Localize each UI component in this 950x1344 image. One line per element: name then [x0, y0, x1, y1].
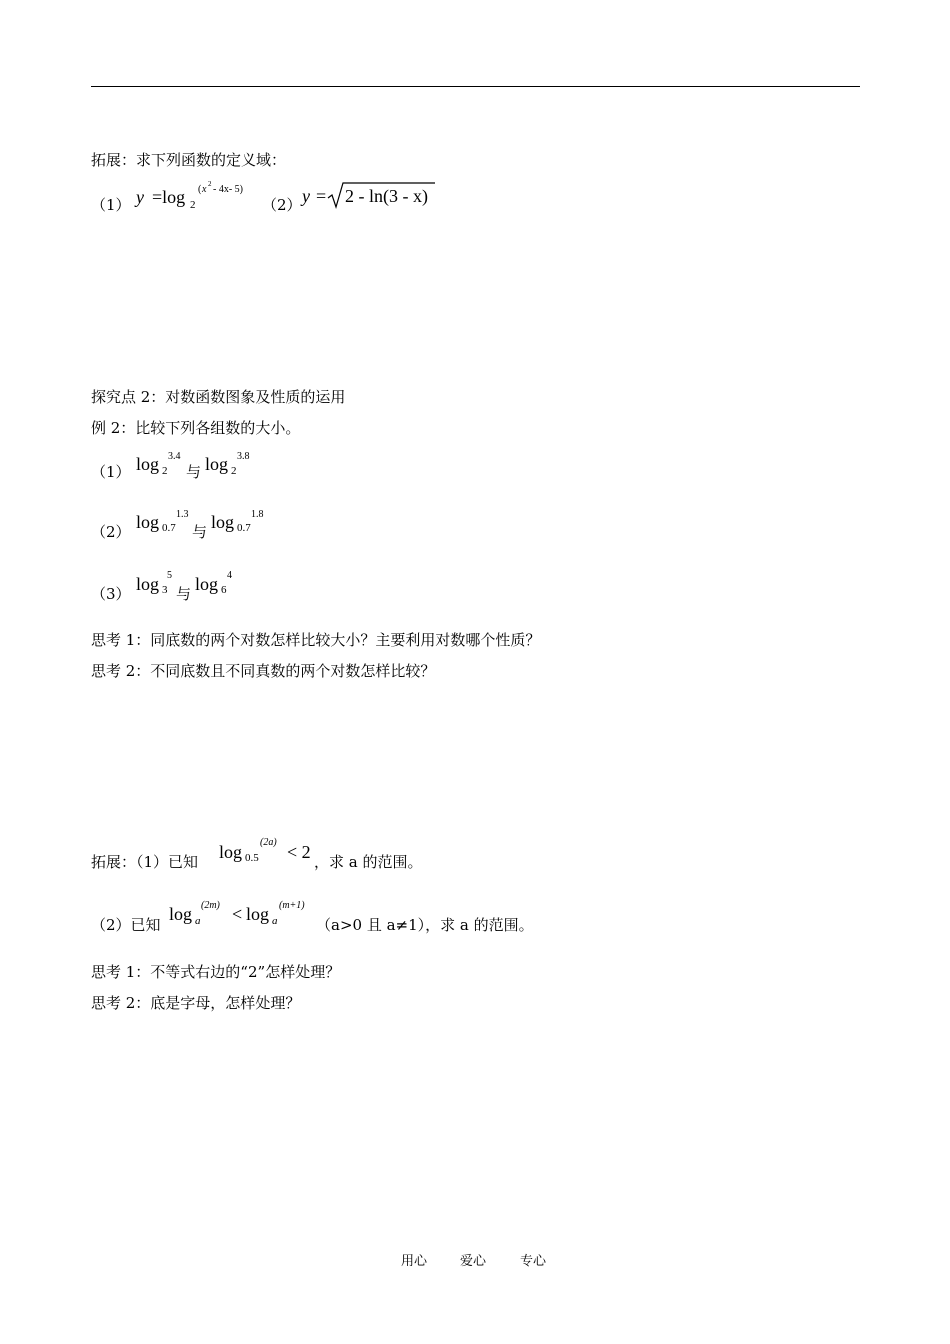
ex2-item3-base2: 6 [221, 584, 227, 596]
ext1-p1-arg-rest: - 4x- 5) [213, 184, 243, 195]
ext1-problem2-label: （2） [262, 196, 302, 214]
example2-statement: 例 2：比较下列各组数的大小。 [91, 419, 301, 437]
ex2-item2-arg2: 1.8 [251, 509, 264, 520]
ext2-q2-arg2: (m+1) [279, 900, 305, 911]
ex2-item2-base2: 0.7 [237, 522, 251, 534]
ext2-q2-lt: < [232, 904, 243, 924]
header-rule [91, 86, 860, 87]
ex2-item3-arg2: 4 [227, 570, 232, 581]
ext2-q1-log: log [219, 842, 243, 862]
footer-text-2: 爱心 [460, 1254, 487, 1269]
ex2-item1-base1: 2 [162, 465, 168, 477]
explore2-think1: 思考 1：同底数的两个对数怎样比较大小？主要利用对数哪个性质？ [91, 631, 541, 649]
ext2-q1-base: 0.5 [245, 852, 259, 864]
explore2-heading: 探究点 2：对数函数图象及性质的运用 [91, 388, 346, 406]
footer-text-1: 用心 [401, 1254, 428, 1269]
ext2-q1-ineq: < 2 [287, 842, 311, 862]
ext1-p1-arg-open: ( [198, 184, 202, 195]
ext1-p2-y: y [302, 186, 310, 206]
ex2-item1-conj: 与 [186, 463, 202, 481]
ext2-q2-suffix: （a>0 且 a≠1），求 a 的范围。 [316, 916, 534, 934]
footer-text-3: 专心 [520, 1254, 547, 1269]
ext1-p1-y: y [136, 187, 144, 207]
ext1-p1-arg-pow: 2 [208, 180, 212, 188]
ext2-q2-base2: a [272, 915, 278, 927]
ext2-q2-arg1: (2m) [201, 900, 220, 911]
ex2-item3-log2: log [195, 574, 219, 594]
ex2-item3-conj: 与 [176, 585, 192, 603]
ext1-p1-eq-log: =log [152, 187, 186, 207]
ext1-p1-arg-x: x [202, 184, 207, 195]
ext2-think2: 思考 2：底是字母，怎样处理？ [91, 994, 301, 1012]
ex2-item2-base1: 0.7 [162, 522, 176, 534]
ex2-item2-label: （2） [91, 523, 131, 541]
ext2-q2-log1: log [169, 904, 193, 924]
ext1-problem1-label: （1） [91, 196, 131, 214]
ex2-item3-arg1: 5 [167, 570, 172, 581]
ext1-p2-radicand: 2 - ln(3 - x) [345, 186, 428, 206]
ext2-q1-arg: (2a) [260, 837, 277, 848]
ex2-item1-arg2: 3.8 [237, 451, 250, 462]
ex2-item2-arg1: 1.3 [176, 509, 189, 520]
ex2-item3-log1: log [136, 574, 160, 594]
ext1-heading: 拓展：求下列函数的定义域： [91, 151, 287, 169]
ex2-item1-log2: log [205, 454, 229, 474]
ex2-item1-log1: log [136, 454, 160, 474]
ext2-q2-prefix: （2）已知 [91, 916, 161, 934]
ex2-item3-label: （3） [91, 585, 131, 603]
ex2-item2-log1: log [136, 512, 160, 532]
ext1-p2-eq: = [316, 186, 327, 206]
ex2-item2-log2: log [211, 512, 235, 532]
ex2-item1-label: （1） [91, 463, 131, 481]
ext1-p1-base: 2 [190, 199, 196, 211]
ex2-item3-base1: 3 [162, 584, 168, 596]
ext2-q1-suffix: ，求 a 的范围。 [314, 853, 423, 871]
ext2-q2-base1: a [195, 915, 201, 927]
ext2-think1: 思考 1：不等式右边的“2”怎样处理？ [91, 963, 341, 981]
ex2-item1-base2: 2 [231, 465, 237, 477]
ext2-q2-log2: log [246, 904, 270, 924]
explore2-think2: 思考 2：不同底数且不同真数的两个对数怎样比较？ [91, 662, 436, 680]
ext2-q1-prefix: 拓展：（1）已知 [91, 853, 199, 871]
ex2-item2-conj: 与 [192, 523, 208, 541]
ex2-item1-arg1: 3.4 [168, 451, 181, 462]
